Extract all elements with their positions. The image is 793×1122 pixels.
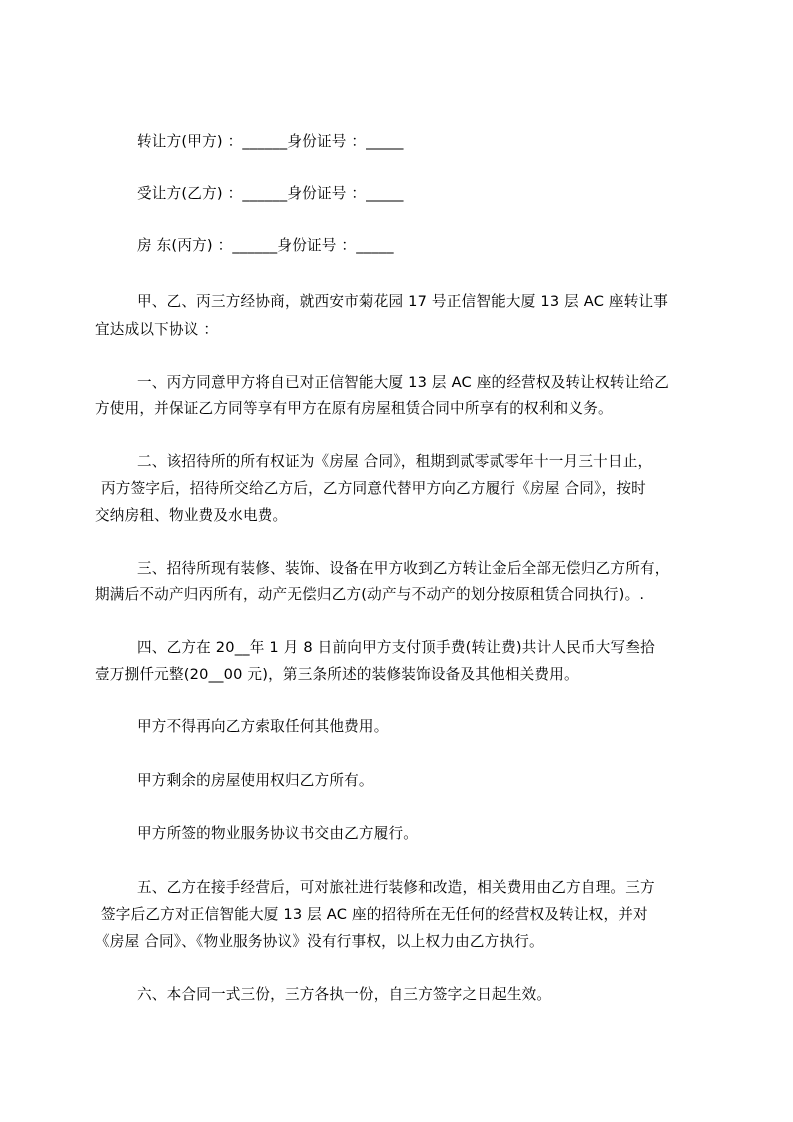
clause-5-line-3: 《房屋 合同》、《物业服务协议》没有行事权，以上权力由乙方执行。 [95,933,544,950]
clause-5-line-2: 签字后乙方对正信智能大厦 13 层 AC 座的招待所在无任何的经营权及转让权，并对 [101,906,648,923]
clause-2-line-2: 丙方签字后，招待所交给乙方后，乙方同意代替甲方向乙方履行《房屋 合同》，按时 [101,480,646,497]
preamble-line-1: 甲、乙、丙三方经协商，就西安市菊花园 17 号正信智能大厦 13 层 AC 座转让事 [137,293,669,310]
party-landlord-line: 房 东(丙方) ：______身份证号 ：_____ [137,237,394,254]
note-line-1: 甲方不得再向乙方索取任何其他费用。 [137,718,389,735]
clause-3-line-1: 三、招待所现有装修、装饰、设备在甲方收到乙方转让金后全部无偿归乙方所有， [137,560,670,577]
clause-5-line-1: 五、乙方在接手经营后，可对旅社进行装修和改造，相关费用由乙方自理。三方 [137,879,655,896]
note-line-3: 甲方所签的物业服务协议书交由乙方履行。 [137,825,419,842]
clause-2-line-3: 交纳房租、物业费及水电费。 [95,507,288,524]
clause-1-line-2: 方使用，并保证乙方同等享有甲方在原有房屋租赁合同中所享有的权利和义务。 [95,400,613,417]
note-line-2: 甲方剩余的房屋使用权归乙方所有。 [137,772,374,789]
party-transferee-line: 受让方(乙方) ：______身份证号 ：_____ [137,185,404,202]
clause-1-line-1: 一、丙方同意甲方将自已对正信智能大厦 13 层 AC 座的经营权及转让权转让给乙 [137,374,670,391]
clause-2-line-1: 二、该招待所的所有权证为《房屋 合同》，租期到贰零贰零年十一月三十日止， [137,453,653,470]
clause-4-line-2: 壹万捌仟元整(20__00 元)，第三条所述的装修装饰设备及其他相关费用。 [95,666,579,683]
clause-6-line-1: 六、本合同一式三份，三方各执一份，自三方签字之日起生效。 [137,986,552,1003]
party-transferor-line: 转让方(甲方) ：______身份证号 ：_____ [137,133,404,150]
preamble-line-2: 宜达成以下协议 ： [95,321,219,338]
clause-3-line-2: 期满后不动产归丙所有，动产无偿归乙方(动产与不动产的划分按原租赁合同执行)。. [95,586,645,603]
clause-4-line-1: 四、乙方在 20__年 1 月 8 日前向甲方支付顶手费(转让费)共计人民币大写叁拾 [137,639,655,656]
